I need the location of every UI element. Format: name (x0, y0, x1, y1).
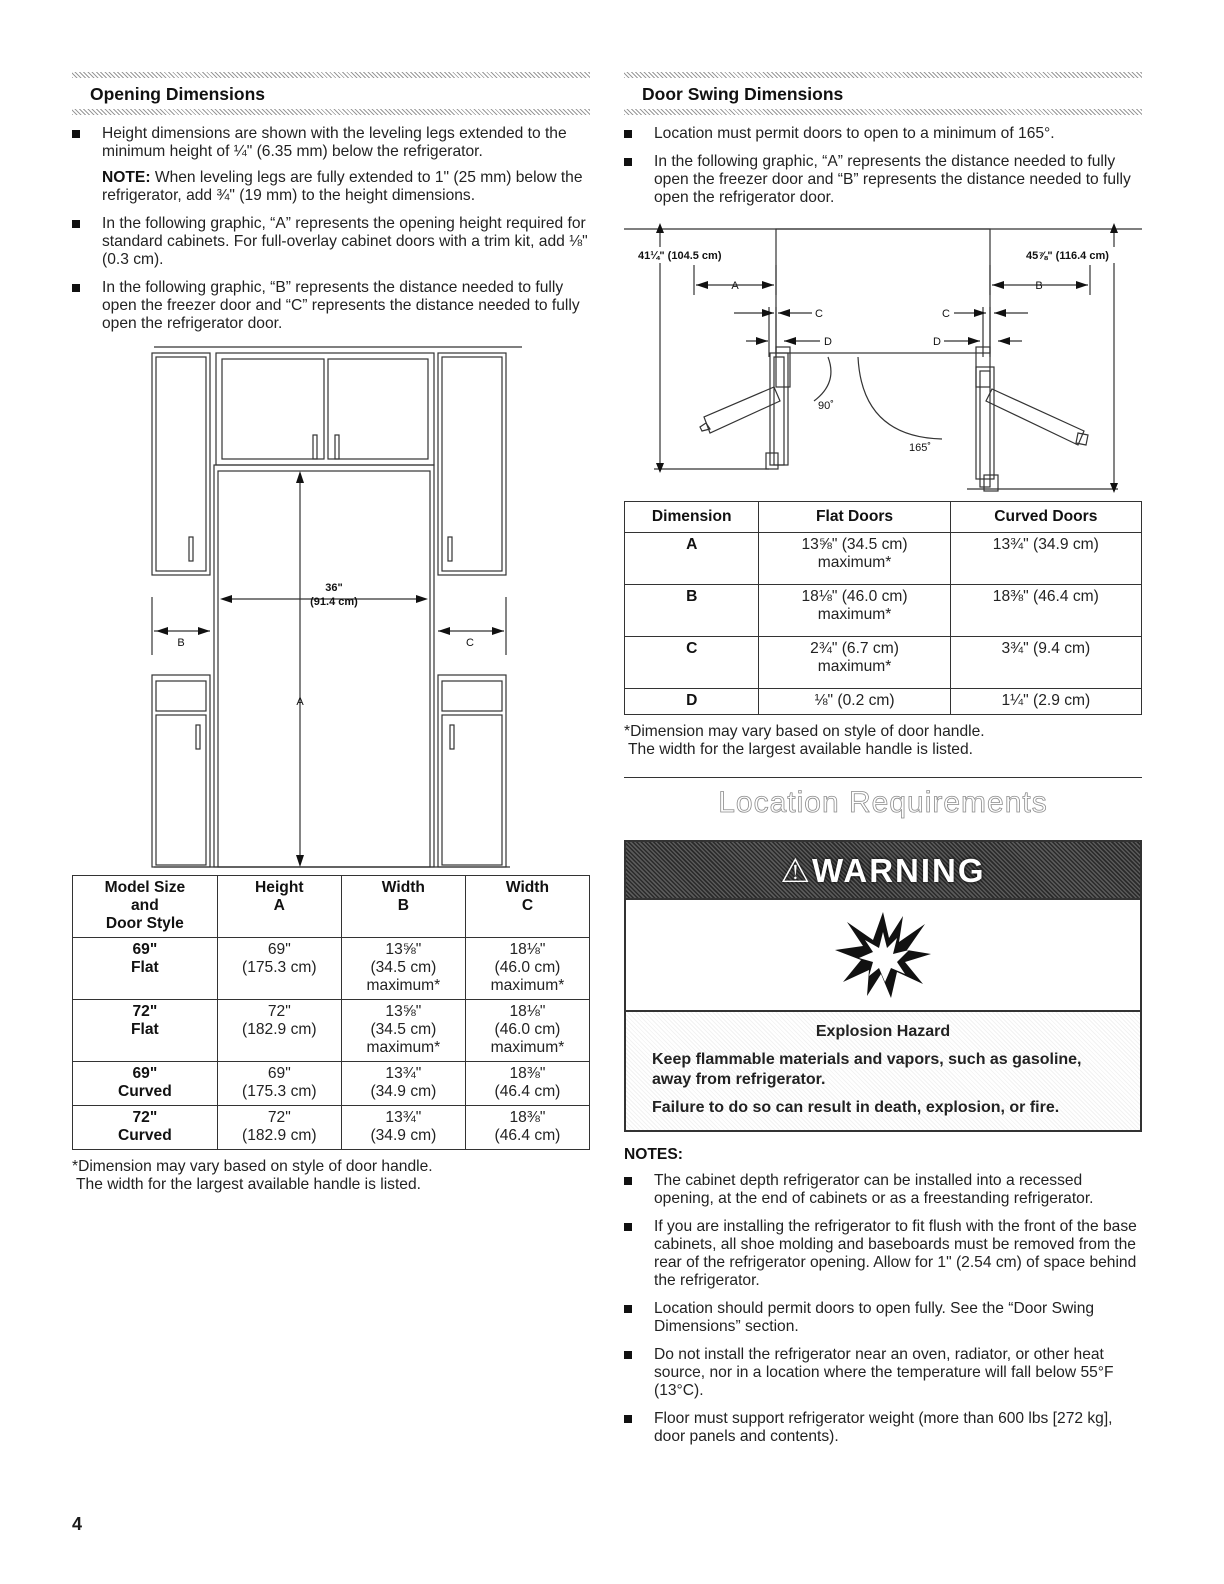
right-dimension-label: 45⅞" (116.4 cm) (1026, 250, 1109, 262)
table-header: Dimension (625, 502, 759, 533)
warning-heading: ⚠WARNING (780, 851, 986, 889)
warning-icon-area (626, 900, 1140, 1012)
note: NOTE: When leveling legs are fully extended to 1" (25 mm) below the refrigerator, add ¾" (19 mm) to the height dimensions. (102, 169, 583, 204)
opening-dimensions-table (72, 875, 590, 1150)
table-cell: 18⅜" (46.4 cm) (465, 1062, 589, 1106)
left-dimension-label: 41¼" (104.5 cm) (638, 250, 722, 262)
warning-line: Failure to do so can result in death, explosion, or fire. (652, 1099, 1060, 1116)
bullet-icon (624, 1305, 632, 1313)
label-b: B (177, 637, 185, 649)
list-item: Floor must support refrigerator weight (more than 600 lbs [272 kg], door panels and contents). (624, 1410, 1142, 1446)
table-cell: A (625, 533, 759, 585)
list-item: If you are installing the refrigerator to fit flush with the front of the base cabinets, all shoe molding and baseboards must be removed from the rear of the refrigerator opening. Allow for 1" (2.54 cm) of space behind the refrigerator. (624, 1218, 1142, 1290)
bullet-icon (624, 1351, 632, 1359)
table-cell: 69" (175.3 cm) (217, 938, 341, 1000)
table-cell: 72" Flat (73, 1000, 218, 1062)
table-cell: 13⅝" (34.5 cm) maximum* (341, 1000, 465, 1062)
angle-165-label: 165˚ (908, 442, 932, 454)
bullet-icon (72, 220, 80, 228)
list-item: In the following graphic, “B” represents the distance needed to fully open the freezer door and “C” represents the distance needed to fully open the refrigerator door. (72, 279, 590, 333)
table-row (73, 1062, 590, 1106)
table-cell: 72" (182.9 cm) (217, 1106, 341, 1150)
table-cell: 13¾" (34.9 cm) (950, 533, 1141, 585)
angle-90-label: 90˚ (818, 400, 834, 412)
footnote: *Dimension may vary based on style of door handle. The width for the largest available handle is listed. (624, 723, 985, 758)
table-cell: 2¾" (6.7 cm) maximum* (759, 637, 950, 689)
cabinet-opening-diagram (72, 343, 590, 875)
list-item: Location should permit doors to open fully. See the “Door Swing Dimensions” section. (624, 1300, 1142, 1336)
table-cell: B (625, 585, 759, 637)
table-cell: 1¼" (2.9 cm) (950, 689, 1141, 715)
table-cell: 18⅜" (46.4 cm) (465, 1106, 589, 1150)
label-a: A (731, 280, 739, 292)
bullet-icon (624, 1415, 632, 1423)
footnote: *Dimension may vary based on style of door handle. The width for the largest available handle is listed. (72, 1158, 433, 1193)
label-b: B (1035, 280, 1043, 292)
door-swing-section (624, 72, 1142, 1456)
label-c: C (466, 637, 474, 649)
page-number: 4 (72, 1514, 83, 1534)
table-cell: 72" (182.9 cm) (217, 1000, 341, 1062)
list-item: In the following graphic, “A” represents the distance needed to fully open the freezer door and “B” represents the distance needed to fully open the refrigerator door. (624, 153, 1142, 207)
table-header-row (625, 502, 1142, 533)
table-cell: 13⅝" (34.5 cm) maximum* (759, 533, 950, 585)
table-row (73, 938, 590, 1000)
bullet-icon (72, 284, 80, 292)
table-row (625, 637, 1142, 689)
table-cell: 72" Curved (73, 1106, 218, 1150)
section-rule (624, 109, 1142, 115)
explosion-icon (833, 910, 933, 1000)
list-item: Do not install the refrigerator near an oven, radiator, or other heat source, nor in a location where the temperature will fall below 55°F (13°C). (624, 1346, 1142, 1400)
table-header: Width B (341, 876, 465, 938)
table-cell: 13⅝" (34.5 cm) maximum* (341, 938, 465, 1000)
door-swing-bullets (624, 125, 1142, 207)
warning-header (626, 842, 1140, 900)
section-title: Opening Dimensions (90, 84, 266, 104)
table-cell: 18⅛" (46.0 cm) maximum* (465, 1000, 589, 1062)
table-row (625, 689, 1142, 715)
table-cell: D (625, 689, 759, 715)
table-header-row (73, 876, 590, 938)
table-row (73, 1000, 590, 1062)
notes-heading: NOTES: (624, 1146, 683, 1163)
door-swing-diagram (624, 217, 1142, 499)
bullet-icon (624, 130, 632, 138)
label-d-left: D (824, 336, 832, 348)
table-row (625, 585, 1142, 637)
bullet-icon (624, 1223, 632, 1231)
hazard-title: Explosion Hazard (815, 1023, 951, 1040)
warning-box (624, 840, 1142, 1132)
list-item: Height dimensions are shown with the leveling legs extended to the minimum height of ¼" (6.35 mm) below the refrigerator. (72, 125, 590, 161)
opening-bullets-2 (72, 215, 590, 333)
label-d-right: D (933, 336, 941, 348)
table-header: Flat Doors (759, 502, 950, 533)
table-cell: 18⅛" (46.0 cm) maximum* (465, 938, 589, 1000)
table-row (625, 533, 1142, 585)
list-item: In the following graphic, “A” represents the opening height required for standard cabinets. For full-overlay cabinet doors with a trim kit, add ⅛" (0.3 cm). (72, 215, 590, 269)
table-header: Height A (217, 876, 341, 938)
table-cell: 13¾" (34.9 cm) (341, 1062, 465, 1106)
width-dimension-label: 36" (325, 582, 343, 594)
table-header: Width C (465, 876, 589, 938)
table-cell: 18⅛" (46.0 cm) maximum* (759, 585, 950, 637)
bullet-icon (624, 158, 632, 166)
section-title: Door Swing Dimensions (642, 84, 844, 104)
table-cell: 69" Flat (73, 938, 218, 1000)
table-cell: ⅛" (0.2 cm) (759, 689, 950, 715)
table-cell: 13¾" (34.9 cm) (341, 1106, 465, 1150)
notes-list (624, 1172, 1142, 1446)
width-dimension-metric: (91.4 cm) (310, 596, 358, 608)
table-cell: 69" (175.3 cm) (217, 1062, 341, 1106)
table-row (73, 1106, 590, 1150)
table-cell: 18⅜" (46.4 cm) (950, 585, 1141, 637)
list-item: Location must permit doors to open to a minimum of 165°. (624, 125, 1142, 143)
table-cell: 69" Curved (73, 1062, 218, 1106)
warning-body (626, 1012, 1140, 1130)
bullet-icon (624, 1177, 632, 1185)
opening-bullets (72, 125, 590, 161)
location-requirements-title: Location Requirements (718, 786, 1048, 819)
opening-dimensions-section (72, 72, 590, 1194)
list-item: The cabinet depth refrigerator can be installed into a recessed opening, at the end of cabinets or as a freestanding refrigerator. (624, 1172, 1142, 1208)
label-c-right: C (942, 308, 950, 320)
table-cell: C (625, 637, 759, 689)
table-header: Curved Doors (950, 502, 1141, 533)
door-swing-table (624, 501, 1142, 715)
label-a: A (296, 696, 304, 708)
label-c-left: C (815, 308, 823, 320)
table-header: Model Size and Door Style (73, 876, 218, 938)
section-divider (624, 777, 1142, 778)
table-cell: 3¾" (9.4 cm) (950, 637, 1141, 689)
section-rule (72, 109, 590, 115)
bullet-icon (72, 130, 80, 138)
warning-line: Keep flammable materials and vapors, such as gasoline, away from refrigerator. (652, 1051, 1082, 1088)
